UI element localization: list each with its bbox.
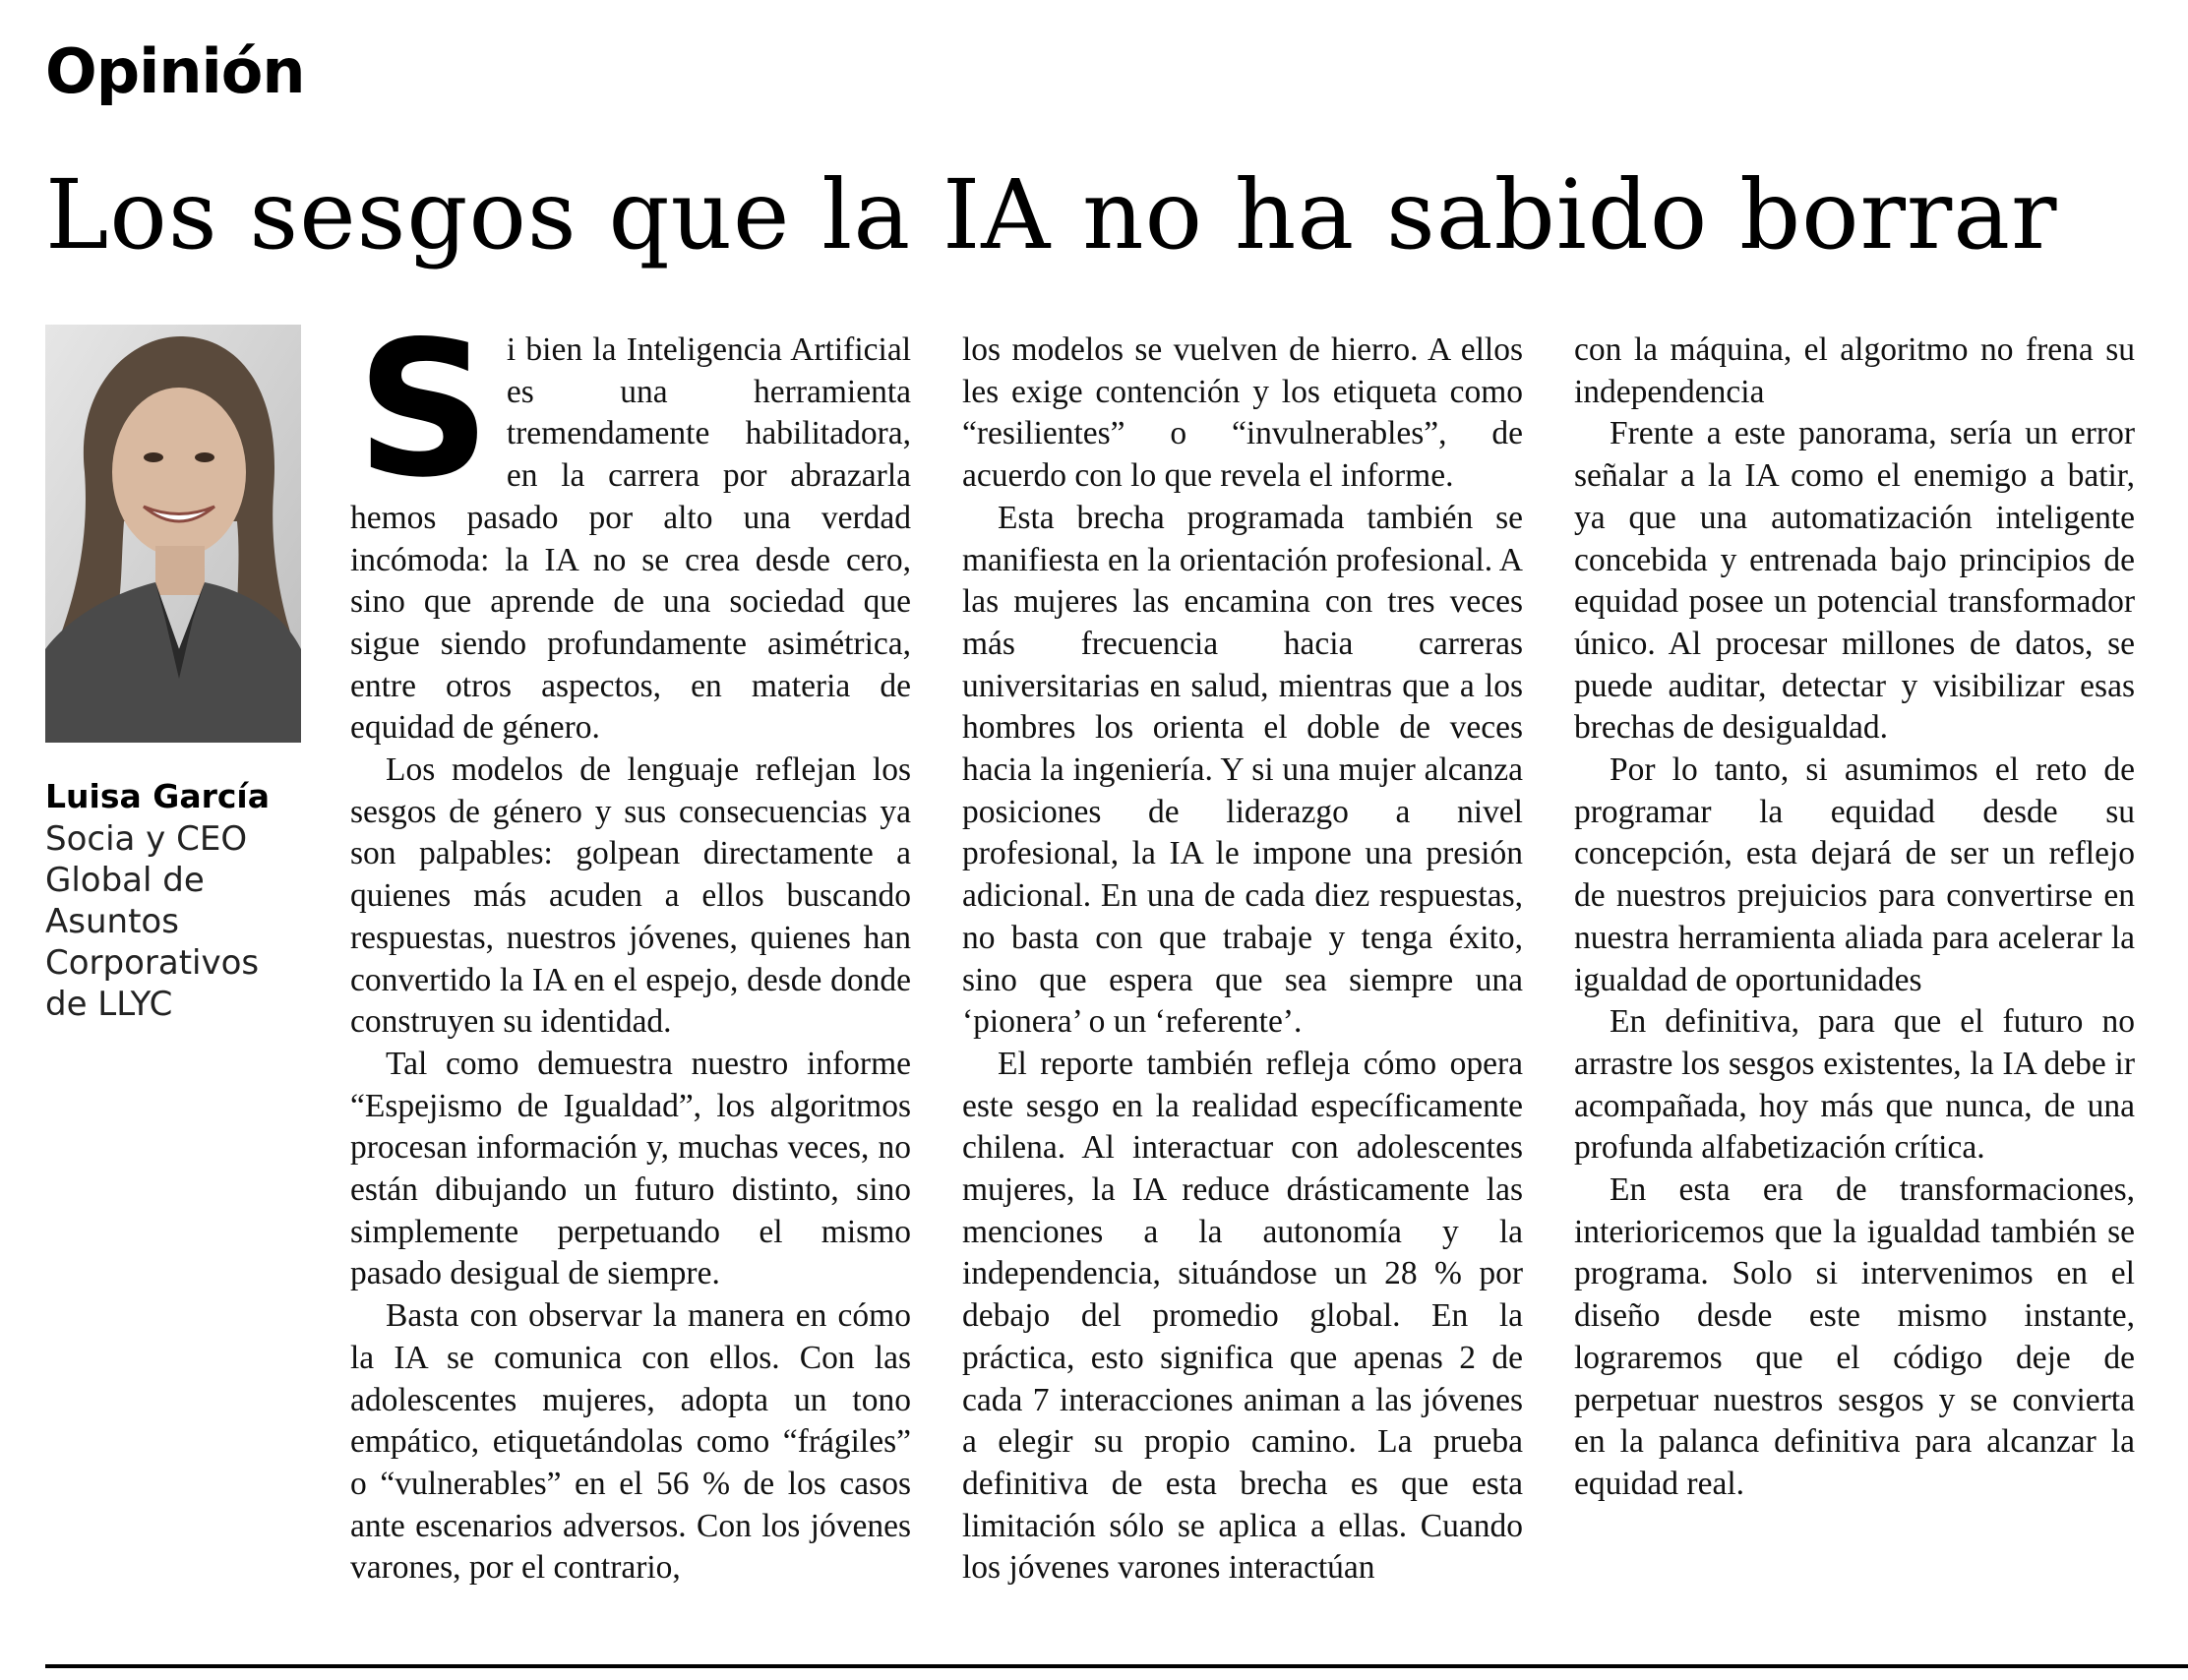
paragraph: Esta brecha programada también se manifiesta en la orientación profesional. A las mujeres las encamina con tres veces más frecuencia hacia carreras universitarias en salud, mientras que a los hombres los orienta el doble de veces hacia la ingeniería. Y si una mujer alcanza posiciones de liderazgo a nivel profesional, la IA le impone una presión adicional. En una de cada diez respuestas, no basta con que trabaje y tenga éxito, sino que espera que sea siempre una ‘pionera’ o un ‘referente’. [962, 499, 1523, 1041]
paragraph: En esta era de transformaciones, interioricemos que la igualdad también se programa. Solo si intervenimos en el diseño desde este mismo instante, lograremos que el código deje de perpetuar nuestros sesgos y se convierta en la palanca definitiva para alcanzar la equidad real. [1574, 1171, 2135, 1502]
paragraph: los modelos se vuelven de hierro. A ellos les exige contención y los etiqueta como “resilientes” o “invulnerables”, de acuerdo con lo que revela el informe. [962, 331, 1523, 495]
section-label: Opinión [45, 35, 305, 107]
bottom-rule [45, 1664, 2188, 1668]
author-name: Luisa García [45, 777, 271, 815]
paragraph: Tal como demuestra nuestro informe “Espejismo de Igualdad”, los algoritmos procesan información y, muchas veces, no están dibujando un futuro distinto, sino simplemente perpetuando el mismo pasado desigual de siempre. [350, 1045, 911, 1292]
drop-cap: S [356, 301, 491, 518]
author-role: Socia y CEO Global de Asuntos Corporativos de LLYC [45, 819, 260, 1024]
paragraph: con la máquina, el algoritmo no frena su independencia [1574, 331, 2135, 410]
article-column-3 [1574, 330, 2135, 1506]
headline: Los sesgos que la IA no ha sabido borrar [45, 159, 2058, 270]
article-column-2 [962, 330, 1523, 1590]
article-column-1 [350, 301, 911, 1590]
paragraph-text: i bien la Inteligencia Artificial es una herramienta tremendamente habilitadora, en la carrera por abrazarla hemos pasado por alto una verdad incómoda: la IA no se crea desde cero, sino que aprende de una sociedad que sigue siendo profundamente asimétrica, entre otros aspectos, en materia de equidad de género. [350, 331, 911, 747]
paragraph: Basta con observar la manera en cómo la IA se comunica con ellos. Con las adolescentes mujeres, adopta un tono empático, etiquetándolas como “frágiles” o “vulnerables” en el 56 % de los casos ante escenarios adversos. Con los jóvenes varones, por el contrario, [350, 1297, 911, 1587]
paragraph: Frente a este panorama, sería un error señalar a la IA como el enemigo a batir, ya que una automatización inteligente concebida y entrenada bajo principios de equidad posee un potencial transformador único. Al procesar millones de datos, se puede auditar, detectar y visibilizar esas brechas de desigualdad. [1574, 415, 2135, 747]
paragraph [350, 301, 911, 750]
paragraph: Los modelos de lenguaje reflejan los sesgos de género y sus consecuencias ya son palpables: golpean directamente a quienes más acuden a ellos buscando respuestas, nuestros jóvenes, quienes han convertido la IA en el espejo, desde donde construyen su identidad. [350, 751, 911, 1041]
author-photo [45, 325, 301, 743]
paragraph: En definitiva, para que el futuro no arrastre los sesgos existentes, la IA debe ir acompañada, hoy más que nunca, de una profunda alfabetización crítica. [1574, 1003, 2135, 1167]
paragraph: Por lo tanto, si asumimos el reto de programar la equidad desde su concepción, esta dejará de ser un reflejo de nuestros prejuicios para convertirse en nuestra herramienta aliada para acelerar la igualdad de oportunidades [1574, 751, 2135, 998]
paragraph: El reporte también refleja cómo opera este sesgo en la realidad específicamente chilena. Al interactuar con adolescentes mujeres, la IA reduce drásticamente las menciones a la autonomía y la independencia, situándose un 28 % por debajo del promedio global. En la práctica, esto significa que apenas 2 de cada 7 interacciones animan a las jóvenes a elegir su propio camino. La prueba definitiva de esta brecha es que esta limitación sólo se aplica a ellas. Cuando los jóvenes varones interactúan [962, 1045, 1523, 1587]
